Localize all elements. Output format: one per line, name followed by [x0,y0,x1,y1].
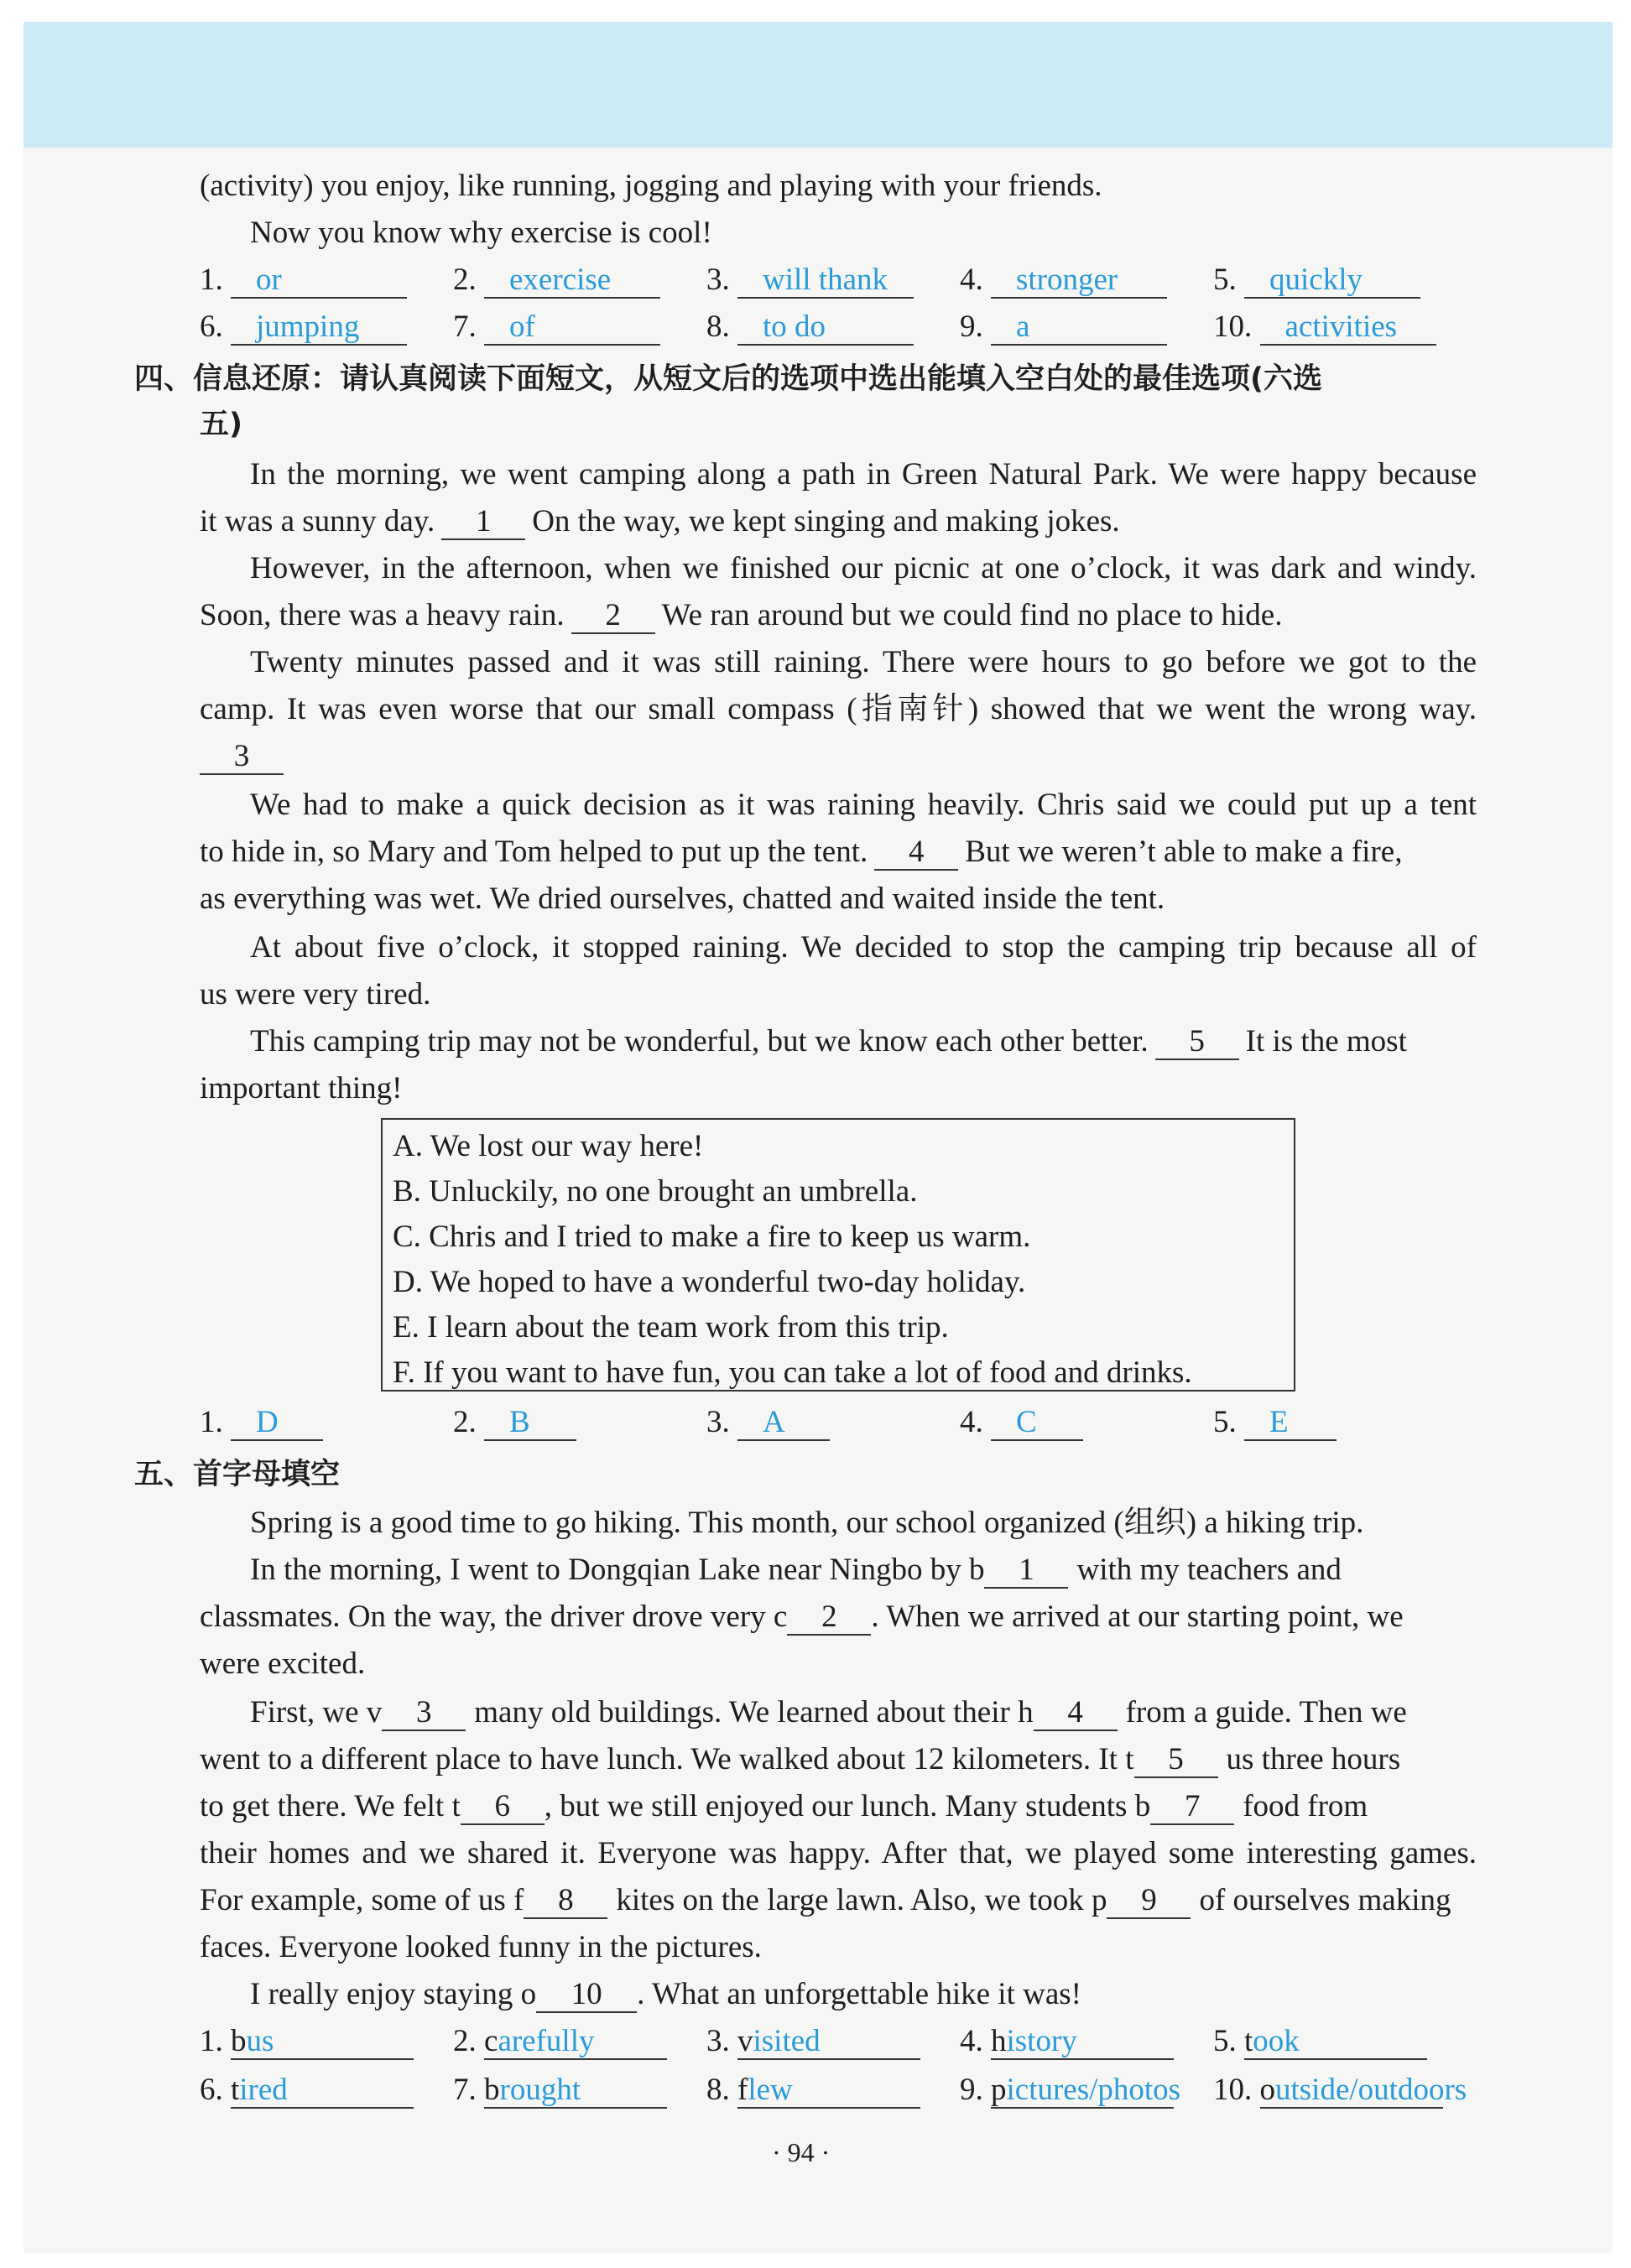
answer-number: 5. [1213,1405,1244,1439]
passage-line: faces. Everyone looked funny in the pictures. [200,1930,762,1964]
options-box [381,1118,1295,1391]
answer-5 [1213,263,1420,299]
answer-number: 2. [453,263,484,297]
answer-number: 8. [706,310,737,344]
answer-line: stronger [991,263,1167,299]
answer-5 [1213,2025,1427,2060]
answer-number: 8. [706,2073,737,2107]
passage-line: Spring is a good time to go hiking. This month, our school organized (组织) a hiking trip. [250,1506,1364,1540]
passage-line: I really enjoy staying o 10 . What an unforgettable hike it was! [250,1977,1081,2011]
section-heading: 四、信息还原：请认真阅读下面短文，从短文后的选项中选出能填入空白处的最佳选项(六选 [134,362,1322,396]
answer-line: A [737,1406,830,1441]
passage-line: Soon, there was a heavy rain. 2 We ran around but we could find no place to hide. [200,598,1283,632]
answer-line: tired [231,2073,414,2109]
passage-line: This camping trip may not be wonderful, but we know each other better. 5 It is the most [250,1024,1407,1059]
answer-number: 9. [960,310,991,344]
option-b: B. Unluckily, no one brought an umbrella. [393,1174,918,1209]
answer-2 [453,263,660,299]
answer-7 [453,2073,667,2109]
page-number: · 94 · [772,2137,831,2167]
answer-number: 4. [960,1405,991,1439]
passage-line: However, in the afternoon, when we finished our picnic at one o’clock, it was dark and windy. [250,551,1477,585]
letter-blank-6: t 6 [451,1789,544,1823]
answer-line: quickly [1244,263,1420,299]
answer-line: of [484,310,660,346]
answer-number: 4. [960,263,991,297]
answer-line: activities [1260,310,1436,346]
answer-number: 1. [200,263,231,297]
answer-line: C [991,1406,1083,1441]
answer-number: 9. [960,2073,991,2107]
letter-blank-2: c 2 [774,1600,871,1634]
passage-line: it was a sunny day. 1 On the way, we kept singing and making jokes. [200,504,1120,538]
passage-line: to get there. We felt t 6 , but we still enjoyed our lunch. Many students b 7 food from [200,1789,1368,1823]
passage-line: as everything was wet. We dried ourselves, chatted and waited inside the tent. [200,882,1165,916]
answer-number: 10. [1213,310,1260,344]
letter-blank-3: v 3 [367,1695,475,1730]
answer-10 [1213,2073,1467,2109]
answer-8 [706,310,914,346]
answer-line: brought [484,2073,667,2109]
answer-4 [960,1406,1083,1441]
option-d: D. We hoped to have a wonderful two-day holiday. [393,1265,1026,1299]
answer-line: exercise [484,263,660,299]
answer-line: to do [737,310,914,346]
passage-line [200,740,284,775]
answer-line: jumping [231,310,407,346]
answer-number: 10. [1213,2073,1260,2107]
answer-3 [706,2025,920,2060]
option-e: E. I learn about the team work from this trip. [393,1310,949,1345]
answer-number: 3. [706,2024,737,2058]
letter-blank-5: t 5 [1125,1742,1226,1776]
blank-5: 5 [1155,1025,1239,1060]
answer-line: outside/outdoors [1259,2073,1467,2107]
header-band [23,22,1613,148]
option-c: C. Chris and I tried to make a fire to keep us warm. [393,1220,1031,1254]
answer-7 [453,310,660,346]
answer-line: a [991,310,1167,346]
blank-3: 3 [200,740,284,775]
passage-line: went to a different place to have lunch. We walked about 12 kilometers. It t 5 us three hours [200,1742,1401,1776]
answer-4 [960,263,1167,299]
answer-number: 5. [1213,263,1244,297]
answer-line: bus [231,2025,414,2060]
option-a: A. We lost our way here! [393,1129,704,1163]
passage-line: For example, some of us f 8 kites on the large lawn. Also, we took p 9 of ourselves making [200,1883,1451,1917]
answer-4 [960,2025,1174,2060]
passage-line: classmates. On the way, the driver drove very c 2 . When we arrived at our starting point, we [200,1600,1404,1634]
answer-1 [200,1406,323,1441]
passage-line: At about five o’clock, it stopped raining. We decided to stop the camping trip because all of [250,930,1477,965]
answer-number: 7. [453,2073,484,2107]
passage-line: to hide in, so Mary and Tom helped to put up the tent. 4 But we weren’t able to make a fire, [200,835,1403,869]
passage-line: In the morning, I went to Dongqian Lake near Ningbo by b 1 with my teachers and [250,1553,1342,1587]
section-heading: 五) [200,408,242,441]
answer-number: 1. [200,2024,231,2058]
answer-line: will thank [737,263,914,299]
letter-blank-4: h 4 [1018,1695,1126,1730]
answer-6 [200,310,407,346]
answer-line: or [231,263,407,299]
passage-line: camp. It was even worse that our small compass (指南针) showed that we went the wrong way. [200,692,1477,726]
answer-line: pictures/photos [991,2073,1181,2107]
answer-line: carefully [484,2025,667,2060]
passage-line: us were very tired. [200,977,431,1012]
blank-2: 2 [571,599,655,634]
passage-line: (activity) you enjoy, like running, jogging and playing with your friends. [200,169,1102,203]
answer-number: 4. [960,2024,991,2058]
passage-line: were excited. [200,1646,366,1681]
answer-1 [200,2025,414,2060]
option-f: F. If you want to have fun, you can take a lot of food and drinks. [393,1355,1192,1390]
answer-line: E [1244,1406,1337,1441]
answer-number: 7. [453,310,484,344]
letter-blank-7: b 7 [1135,1789,1243,1823]
answer-9 [960,2073,1181,2109]
section-heading: 五、首字母填空 [134,1458,341,1491]
answer-number: 3. [706,1405,737,1439]
answer-number: 1. [200,1405,231,1439]
answer-number: 3. [706,263,737,297]
answer-6 [200,2073,414,2109]
blank-1: 1 [441,505,525,540]
answer-2 [453,2025,667,2060]
letter-blank-1: b 1 [969,1553,1077,1587]
passage-line: First, we v 3 many old buildings. We learned about their h 4 from a guide. Then we [250,1695,1407,1730]
answer-line: flew [737,2073,920,2109]
answer-8 [706,2073,920,2109]
answer-line: B [484,1406,576,1441]
passage-line: In the morning, we went camping along a path in Green Natural Park. We were happy because [250,457,1477,492]
answer-3 [706,263,914,299]
letter-blank-10: o 10 [521,1977,638,2011]
answer-line: took [1244,2025,1427,2060]
answer-line: visited [737,2025,920,2060]
answer-2 [453,1406,576,1441]
passage-line: Twenty minutes passed and it was still raining. There were hours to go before we got to the [250,645,1477,679]
answer-number: 2. [453,2024,484,2058]
answer-9 [960,310,1167,346]
answer-number: 6. [200,310,231,344]
answer-line: D [231,1406,323,1441]
letter-blank-9: p 9 [1092,1883,1200,1917]
passage-line: their homes and we shared it. Everyone was happy. After that, we played some interesting games. [200,1836,1477,1870]
answer-5 [1213,1406,1337,1441]
blank-4: 4 [874,835,958,871]
letter-blank-8: f 8 [513,1883,616,1917]
answer-1 [200,263,407,299]
answer-number: 5. [1213,2024,1244,2058]
answer-line: history [991,2025,1174,2060]
answer-10 [1213,310,1436,346]
answer-number: 6. [200,2073,231,2107]
passage-line: important thing! [200,1071,403,1105]
passage-line: We had to make a quick decision as it was raining heavily. Chris said we could put up a tent [250,788,1477,822]
answer-3 [706,1406,830,1441]
passage-line: Now you know why exercise is cool! [250,216,712,250]
answer-number: 2. [453,1405,484,1439]
